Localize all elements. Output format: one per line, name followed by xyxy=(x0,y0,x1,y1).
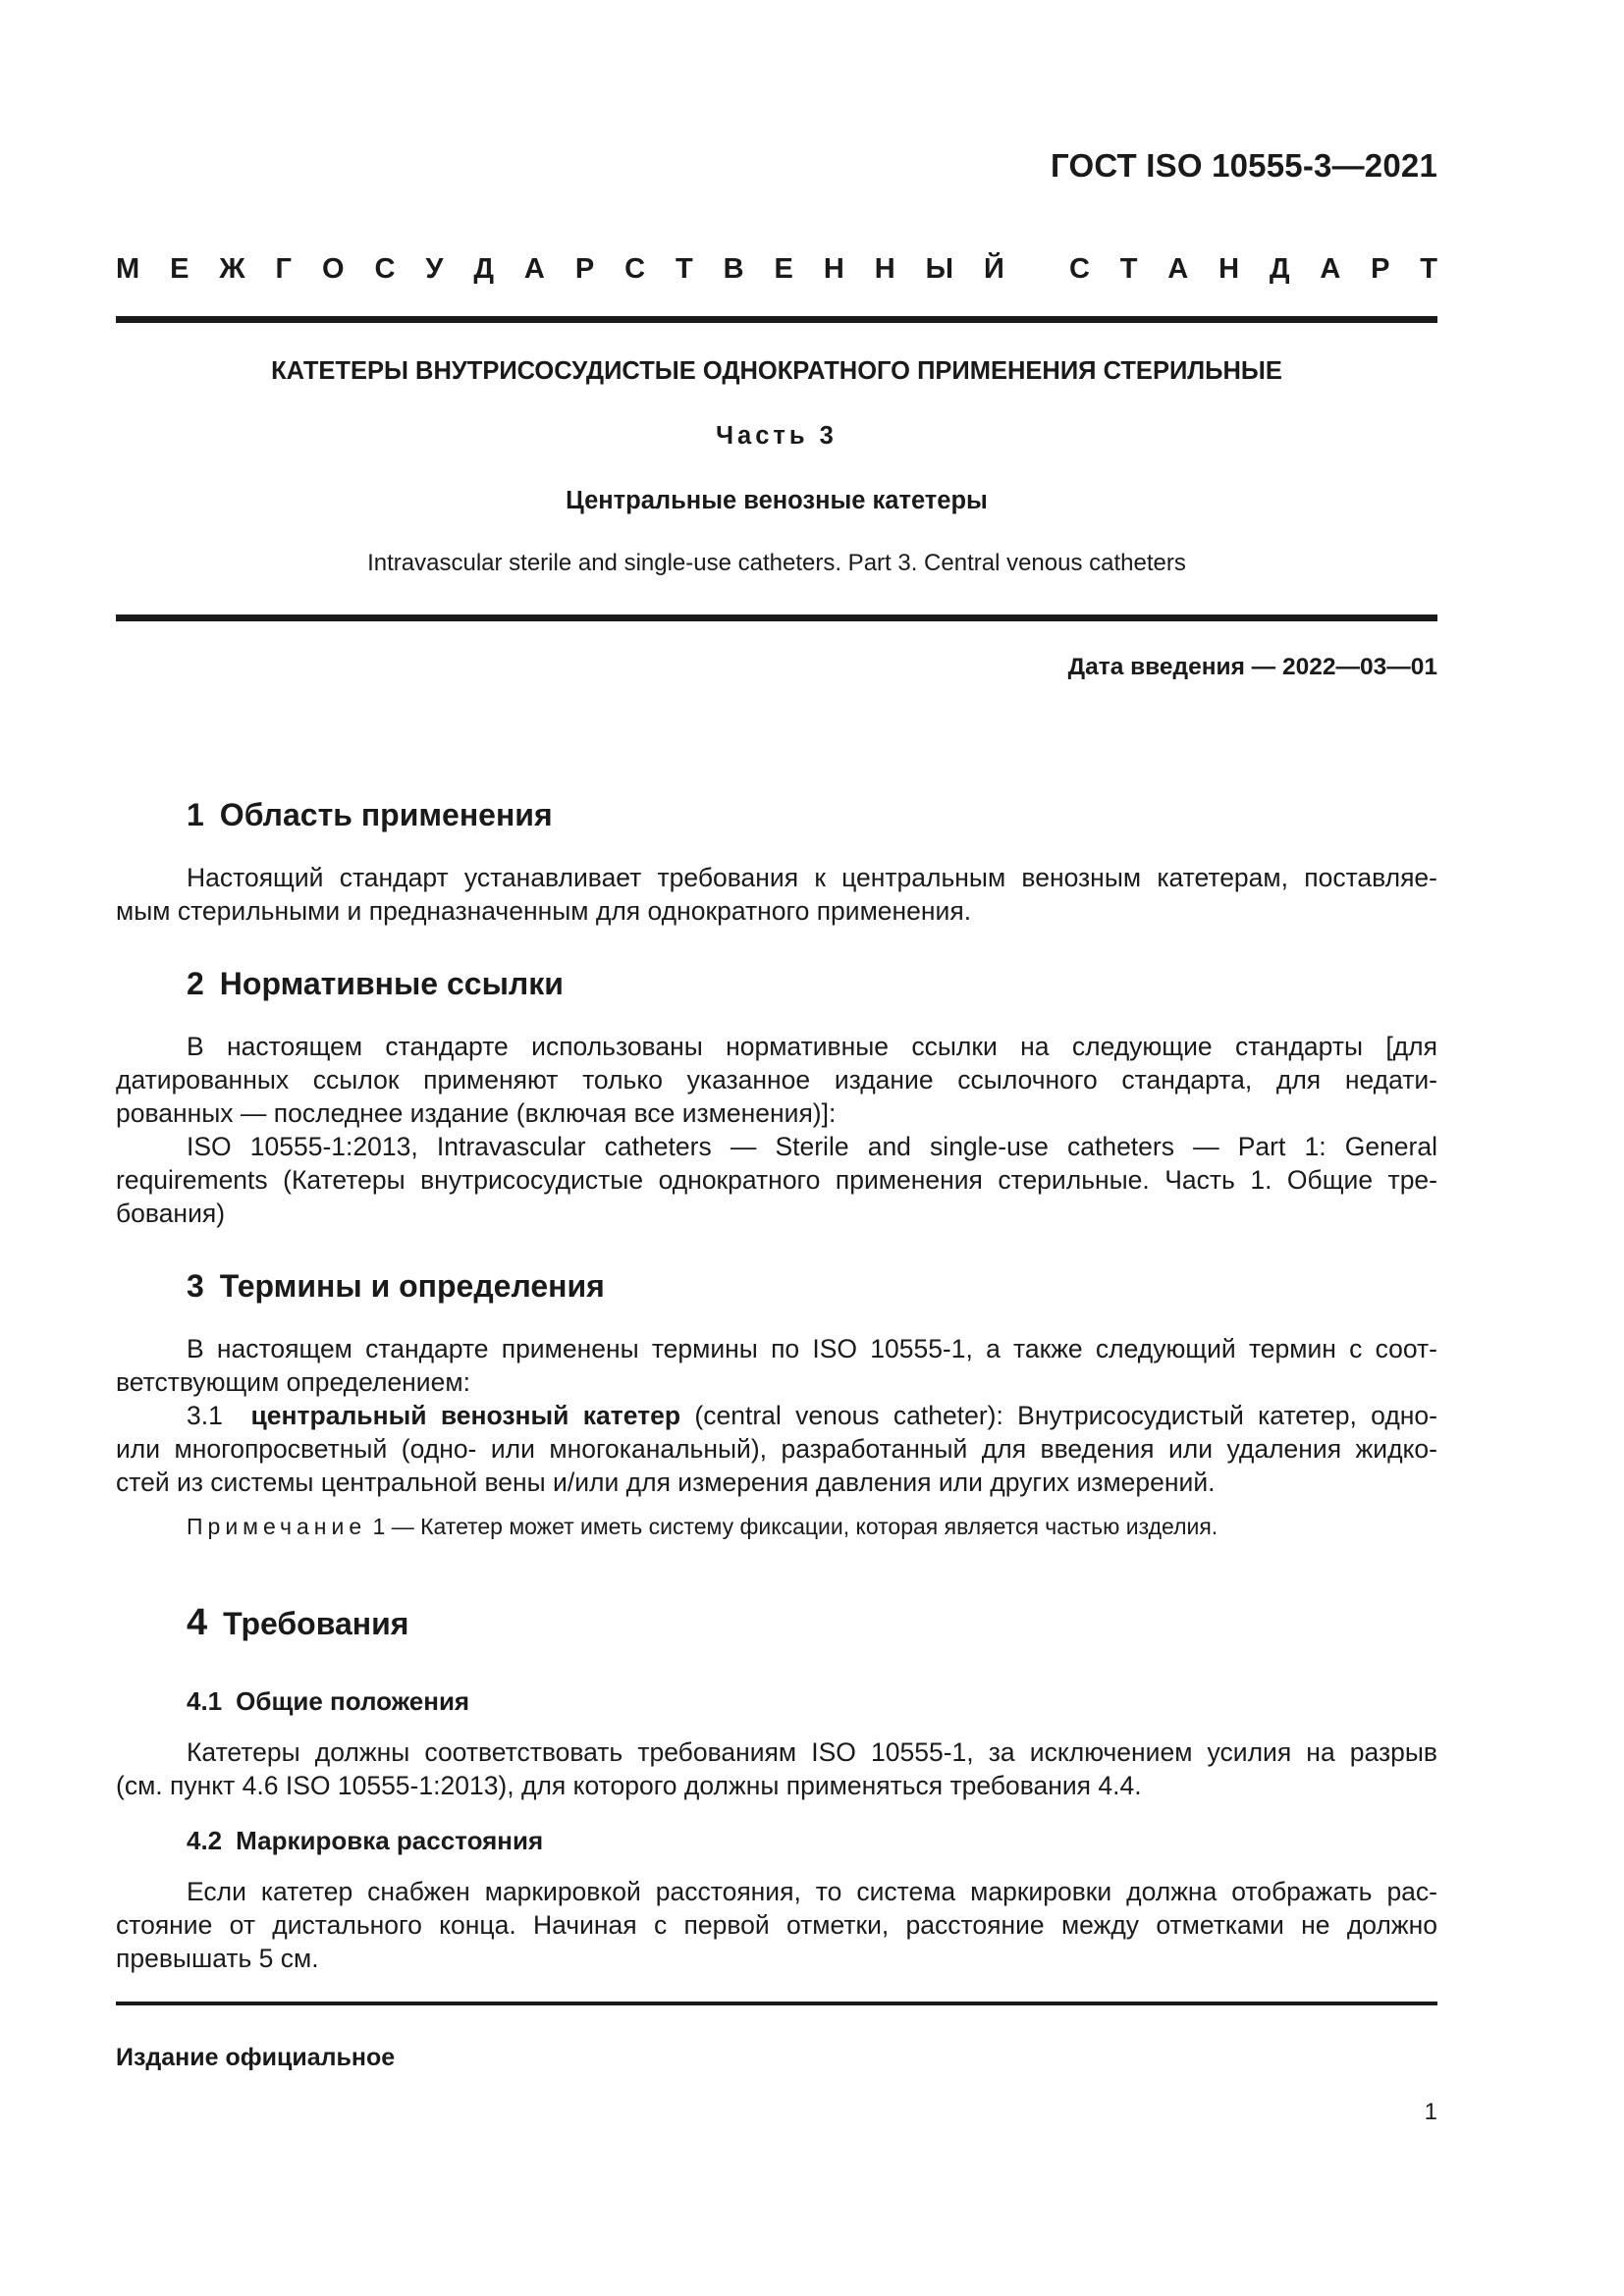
text-line: ветствующим определением: xyxy=(116,1367,470,1397)
subsection-4-2-heading xyxy=(187,1826,543,1856)
text-line: мым стерильными и предназначенным для однократного применения. xyxy=(116,896,972,926)
banner-letter: Н xyxy=(874,253,895,285)
document-english-title: Intravascular sterile and single-use catheters. Part 3. Central venous catheters xyxy=(367,550,1186,576)
text-line: бования) xyxy=(116,1199,226,1228)
banner-letter: С xyxy=(374,253,396,285)
section-title: Требования xyxy=(223,1606,409,1641)
official-edition-label: Издание официальное xyxy=(116,2044,396,2071)
banner-letter: Й xyxy=(983,253,1004,285)
term-number: 3.1 xyxy=(187,1401,223,1430)
banner-letter: О xyxy=(321,253,345,285)
introduction-date: Дата введения — 2022—03—01 xyxy=(1067,654,1437,680)
text-line: датированных ссылок применяют только указанное издание ссылочного стандарта, для недати- xyxy=(116,1065,1437,1095)
banner-letter: Т xyxy=(675,253,693,285)
text-line: стояние от дистального конца. Начиная с первой отметки, расстояние между отметками не должно xyxy=(116,1910,1437,1940)
banner-letter: Г xyxy=(275,253,292,285)
text-line: ISO 10555-1:2013, Intravascular catheters — Sterile and single-use catheters — Part 1: General xyxy=(187,1132,1437,1161)
banner-letter: Д xyxy=(1269,253,1290,285)
section-3-paragraph-1 xyxy=(116,1332,1437,1399)
document-designation: ГОСТ ISO 10555-3—2021 xyxy=(1050,147,1437,184)
text-line: Если катетер снабжен маркировкой расстояния, то система маркировки должна отображать рас- xyxy=(187,1877,1437,1906)
document-main-title: КАТЕТЕРЫ ВНУТРИСОСУДИСТЫЕ ОДНОКРАТНОГО ПРИМЕНЕНИЯ СТЕРИЛЬНЫЕ xyxy=(271,357,1282,385)
section-1-heading xyxy=(187,797,553,833)
subsection-number: 4.2 xyxy=(187,1826,223,1855)
section-title: Термины и определения xyxy=(219,1268,605,1304)
note-1 xyxy=(187,1514,1218,1540)
subsection-title: Общие положения xyxy=(236,1686,470,1716)
page-number: 1 xyxy=(1424,2099,1437,2125)
text-line: requirements (Катетеры внутрисосудистые однократного применения стерильные. Часть 1. Общие тре- xyxy=(116,1165,1437,1195)
banner-letter: Ы xyxy=(925,253,953,285)
banner-letter: Н xyxy=(823,253,844,285)
section-2-reference-iso-10555-1 xyxy=(116,1130,1437,1230)
document-part: Часть 3 xyxy=(716,422,838,450)
section-title: Нормативные ссылки xyxy=(219,966,564,1001)
section-4-heading xyxy=(187,1602,408,1644)
subsection-number: 4.1 xyxy=(187,1686,223,1716)
subsection-4-2-text xyxy=(116,1875,1437,1975)
text-line: Настоящий стандарт устанавливает требования к центральным венозным катетерам, поставляе- xyxy=(187,863,1437,892)
text-line: рованных — последнее издание (включая все изменения)]: xyxy=(116,1098,837,1128)
section-number: 3 xyxy=(187,1268,204,1304)
footer-divider xyxy=(116,2002,1437,2005)
banner-letter: Т xyxy=(1420,253,1437,285)
term-definition-3-1 xyxy=(116,1399,1437,1499)
banner-letter: Ж xyxy=(219,253,245,285)
section-2-heading xyxy=(187,966,564,1002)
banner-letter: А xyxy=(523,253,545,285)
banner-letter: Н xyxy=(1218,253,1240,285)
banner-letter: В xyxy=(723,253,744,285)
text-line: стей из системы центральной вены и/или для измерения давления или других измерений. xyxy=(116,1468,1216,1497)
title-divider xyxy=(116,614,1437,621)
term-name: центральный венозный катетер xyxy=(250,1401,681,1430)
subsection-4-1-text xyxy=(116,1735,1437,1802)
section-3-heading xyxy=(187,1268,605,1305)
interstate-standard-banner xyxy=(116,253,1437,286)
text-line: Катетеры должны соответствовать требованиям ISO 10555-1, за исключением усилия на разрыв xyxy=(187,1737,1437,1767)
text-line xyxy=(116,1399,1437,1432)
text-line: (см. пункт 4.6 ISO 10555-1:2013), для которого должны применяться требования 4.4. xyxy=(116,1771,1142,1800)
banner-word-interstate xyxy=(116,253,1004,286)
text-line: В настоящем стандарте использованы нормативные ссылки на следующие стандарты [для xyxy=(187,1032,1437,1061)
banner-letter: А xyxy=(1167,253,1189,285)
note-text: 1 — Катетер может иметь систему фиксации, которая является частью изделия. xyxy=(366,1514,1218,1539)
document-subtitle: Центральные венозные катетеры xyxy=(566,487,988,514)
section-1-text xyxy=(116,861,1437,928)
header-divider xyxy=(116,316,1437,323)
term-definition-start: (central venous catheter): Внутрисосудистый катетер, одно- xyxy=(680,1401,1437,1430)
subsection-title: Маркировка расстояния xyxy=(236,1826,544,1855)
banner-letter: У xyxy=(425,253,444,285)
banner-letter: Р xyxy=(574,253,595,285)
banner-letter: М xyxy=(116,253,140,285)
banner-letter: Р xyxy=(1371,253,1390,285)
section-2-paragraph-1 xyxy=(116,1030,1437,1130)
banner-letter: Д xyxy=(473,253,494,285)
banner-letter: С xyxy=(1069,253,1090,285)
banner-word-standard xyxy=(1069,253,1437,286)
text-line: превышать 5 см. xyxy=(116,1944,319,1973)
section-title: Область применения xyxy=(219,797,553,832)
banner-letter: Т xyxy=(1119,253,1138,285)
banner-letter: Е xyxy=(774,253,793,285)
subsection-4-1-heading xyxy=(187,1686,469,1717)
text-line: или многопросветный (одно- или многоканальный), разработанный для введения или удаления жидко- xyxy=(116,1434,1437,1464)
section-number: 1 xyxy=(187,797,204,832)
section-number: 2 xyxy=(187,966,204,1001)
note-label: Примечание xyxy=(187,1514,367,1539)
section-number: 4 xyxy=(187,1602,208,1643)
banner-letter: А xyxy=(1320,253,1341,285)
text-line: В настоящем стандарте применены термины по ISO 10555-1, а также следующий термин с соот- xyxy=(187,1334,1437,1363)
banner-letter: С xyxy=(624,253,646,285)
banner-letter: Е xyxy=(170,253,189,285)
